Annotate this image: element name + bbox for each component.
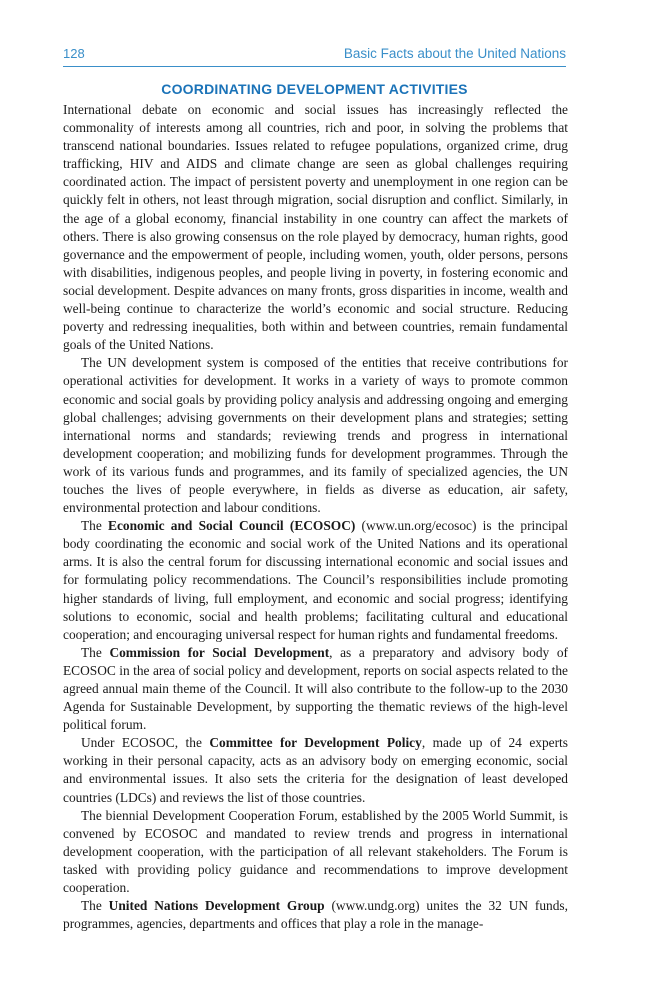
paragraph-commission-pre: The bbox=[81, 644, 110, 660]
section-title: COORDINATING DEVELOPMENT ACTIVITIES bbox=[161, 81, 468, 97]
paragraph-undg bbox=[63, 897, 568, 933]
paragraph-un-development-system: The UN development system is composed of the entities that receive contributions for operational activities for development. It works in a variety of ways to promote common economic and social goals by providing policy analysis and addressing ongoing and emerging global challenges; advising governments on their development plans and strategies; setting international norms and standards; reviewing trends and progress in international development cooperation; and mobilizing funds for development programmes. Through the work of its various funds and programmes, and its family of specialized agencies, the UN touches the lives of people everywhere, in fields as diverse as education, air safety, environmental protection and labour conditions. bbox=[63, 355, 568, 516]
paragraph-intro: International debate on economic and social issues has increasingly reflected the commonality of interests among all countries, rich and poor, in solving the problems that transcend national boundaries. Issues related to refugee populations, organized crime, drug trafficking, HIV and AIDS and climate change are seen as global challenges requiring coordinated action. The impact of persistent poverty and unemployment in one region can be quickly felt in others, not least through migration, social disruption and conflict. Similarly, in the age of a global economy, financial instability in one country can affect the markets of others. There is also growing consensus on the role played by democracy, human rights, good governance and the empowerment of people, including women, youth, older persons, persons with disabilities, indigenous peoples, and people living in poverty, in fostering economic and social development. Despite advances on many fronts, gross disparities in income, wealth and well-being continue to characterize the world’s economic and social structure. Reducing poverty and redressing inequalities, both within and between countries, remain fundamental goals of the United Nations. bbox=[63, 102, 568, 353]
page-header bbox=[63, 46, 566, 67]
ecosoc-term: Economic and Social Council (ECOSOC) bbox=[108, 518, 356, 534]
paragraph-committee-development-policy bbox=[63, 734, 568, 806]
paragraph-ecosoc bbox=[63, 517, 568, 644]
paragraph-commission-social-development bbox=[63, 644, 568, 734]
paragraph-undg-post: (www.undg.org) unites the 32 UN funds, programmes, agencies, departments and offices that play a role in the manage- bbox=[63, 898, 568, 932]
paragraph-development-cooperation-forum: The biennial Development Cooperation Forum, established by the 2005 World Summit, is convened by ECOSOC and mandated to review trends and progress in international development cooperation, with the participation of all relevant stakeholders. The Forum is tasked with providing policy guidance and recommendations to improve development cooperation. bbox=[63, 807, 568, 896]
paragraph-commission-post: , as a preparatory and advisory body of ECOSOC in the area of social policy and development, reports on social aspects related to the agreed annual main theme of the Council. It will also contribute to the follow-up to the 2030 Agenda for Sustainable Development, by supporting the thematic reviews of the high-level political forum. bbox=[63, 644, 568, 733]
commission-term: Commission for Social Development bbox=[109, 644, 330, 660]
committee-term: Committee for Development Policy bbox=[209, 735, 422, 751]
paragraph-ecosoc-post: (www.un.org/ecosoc) is the principal body coordinating the economic and social work of the United Nations and its operational arms. It is also the central forum for discussing international economic and social issues and for formulating policy recommendations. The Council’s responsibilities include promoting higher standards of living, full employment, and economic and social progress; identifying solutions to economic, social and health problems; facilitating cultural and educational cooperation; and encouraging universal respect for human rights and fundamental freedoms. bbox=[63, 518, 568, 642]
paragraph-committee-post: , made up of 24 experts working in their personal capacity, acts as an advisory body on emerging economic, social and environmental issues. It also sets the criteria for the designation of least developed countries (LDCs) and reviews the list of those countries. bbox=[63, 735, 568, 805]
paragraph-undg-pre: The bbox=[81, 898, 109, 914]
paragraph-committee-pre: Under ECOSOC, the bbox=[81, 735, 210, 751]
paragraph-ecosoc-pre: The bbox=[81, 518, 109, 534]
running-title: Basic Facts about the United Nations bbox=[343, 46, 566, 61]
body-text bbox=[63, 101, 568, 933]
undg-term: United Nations Development Group bbox=[108, 898, 325, 914]
page-number: 128 bbox=[63, 46, 85, 61]
